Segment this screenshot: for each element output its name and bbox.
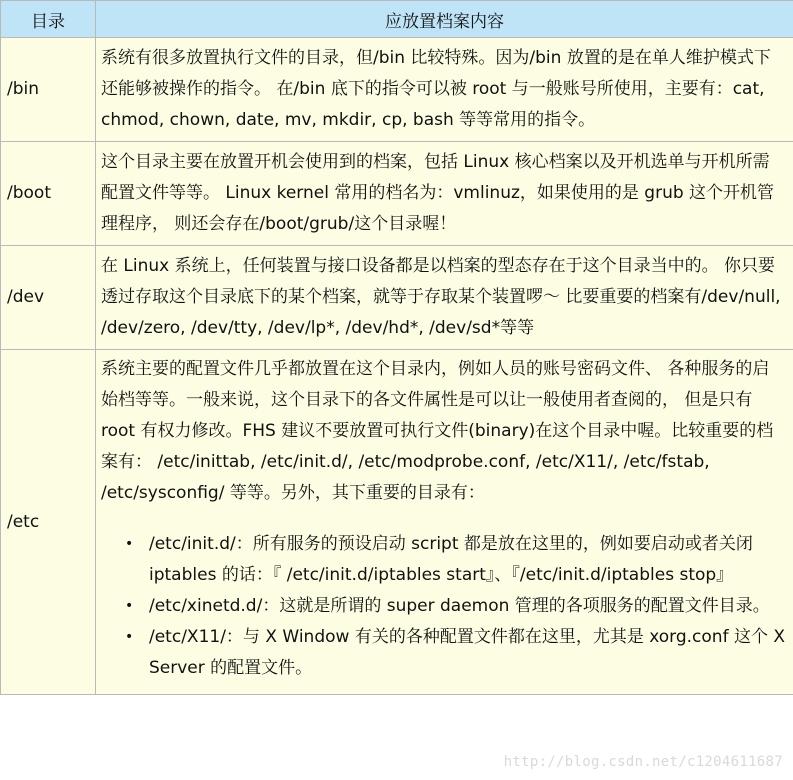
list-item-text: /etc/init.d/：所有服务的预设启动 script 都是放在这里的，例如要启动或者关闭 iptables 的话：『 /etc/init.d/iptables start』、『/etc/init.d/iptables stop』: [149, 534, 753, 585]
list-item-text: /etc/X11/：与 X Window 有关的各种配置文件都在这里，尤其是 xorg.conf 这个 X Server 的配置文件。: [149, 627, 786, 678]
table-row: [1, 350, 793, 695]
table-row: [1, 142, 793, 246]
list-item: [125, 529, 785, 591]
bullet-icon: •: [125, 629, 134, 645]
table-row: [1, 38, 793, 142]
list-item: [125, 622, 786, 684]
directory-cell: /etc: [1, 350, 96, 695]
description-cell: 这个目录主要在放置开机会使用到的档案，包括 Linux 核心档案以及开机选单与开机所需配置文件等等。 Linux kernel 常用的档名为：vmlinuz，如果使用的是 grub 这个开机管理程序， 则还会存在/boot/grub/这个目录喔！: [96, 142, 793, 246]
description-text: 系统主要的配置文件几乎都放置在这个目录内，例如人员的账号密码文件、 各种服务的启始档等等。一般来说，这个目录下的各文件属性是可以让一般使用者查阅的， 但是只有 root 有权力修改。FHS 建议不要放置可执行文件(binary)在这个目录中喔。比较重要的档案有： /etc/inittab, /etc/init.d/, /etc/modprobe.conf, /etc/X11/, /etc/fstab, /etc/sysconfig/ 等等。另外，其下重要的目录有：: [101, 359, 774, 503]
bullet-icon: •: [125, 536, 134, 552]
directory-cell: /bin: [1, 38, 96, 142]
column-header-content: 应放置档案内容: [96, 1, 793, 38]
list-item: [125, 591, 785, 622]
table-row: [1, 246, 793, 350]
directory-cell: /boot: [1, 142, 96, 246]
column-header-directory: 目录: [1, 1, 96, 38]
description-cell: 系统有很多放置执行文件的目录，但/bin 比较特殊。因为/bin 放置的是在单人维护模式下还能够被操作的指令。 在/bin 底下的指令可以被 root 与一般账号所使用，主要有：cat, chmod, chown, date, mv, mkdir, cp, bash 等等常用的指令。: [96, 38, 793, 142]
subdirectory-list: [101, 529, 785, 684]
table-header-row: [1, 1, 793, 38]
list-item-text: /etc/xinetd.d/：这就是所谓的 super daemon 管理的各项服务的配置文件目录。: [149, 596, 770, 616]
description-cell: [96, 350, 793, 695]
directory-cell: /dev: [1, 246, 96, 350]
description-cell: 在 Linux 系统上，任何装置与接口设备都是以档案的型态存在于这个目录当中的。 你只要透过存取这个目录底下的某个档案，就等于存取某个装置啰～ 比要重要的档案有/dev/null, /dev/zero, /dev/tty, /dev/lp*, /dev/hd*, /dev/sd*等等: [96, 246, 793, 350]
bullet-icon: •: [125, 598, 134, 614]
watermark-url: http://blog.csdn.net/c1204611687: [503, 754, 783, 770]
